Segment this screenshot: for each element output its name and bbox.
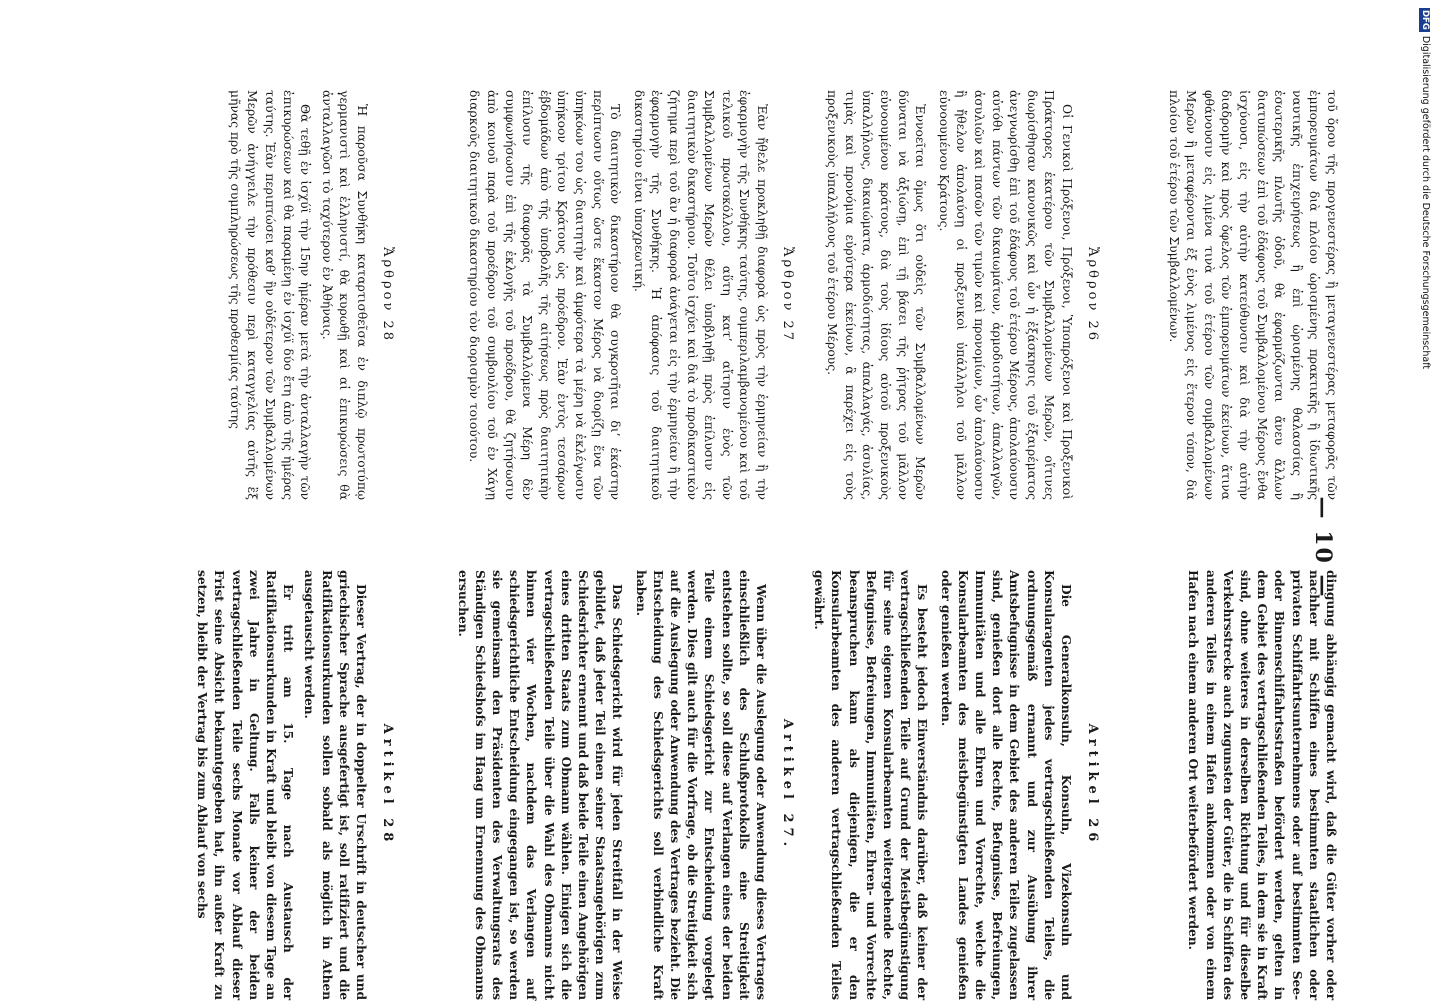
greek-article-26-paragraph-2: Ἐννοεῖται ὅμως ὅτι οὐδεὶς τῶν Συμβαλλομένων Μερῶν δύναται νὰ ἀξιώσῃ, ἐπὶ τῇ βάσει τῆς ῥήτρας τοῦ μᾶλλον εὐνοουμένου κράτους, διὰ τοὺς ἰδίους αὐτοῦ προξενικοὺς ὑπαλλήλους, δικαιώματα, ἁρμοδιότητας, ἀπαλλαγάς, ἀσυλίας, τιμὰς καὶ προνόμια εὐρύτερα ἐκείνων, ἃ παρέχει εἰς τοὺς προξενικοὺς ὑπαλλήλους τοῦ ἑτέρου Μέρους. [825,90,928,500]
german-article-28-title: Artikel 28 [380,723,395,847]
german-article-27-paragraph-2: Das Schiedsgericht wird für jeden Streitfall in der Weise gebildet, daß jeder Teil einen seiner Staatsangehörigen zum Schiedsrichter ernennt und daß beide Teile einen Angehörigen eines dritten Staats zum Obmann wählen. Einigen sich die vertragschließenden Teile über die Wahl des Obmanns nicht binnen vier Wochen, nachdem das Verlangen auf schiedsgerichtliche Entscheidung eingegangen ist, so werden sie gemeinsam den Präsidenten des Verwaltungsrats des Ständigen Schiedshofs im Haag um Ernennung des Obmanns ersuchen. [455,570,626,1000]
german-article-27-title: Artikel 27. [780,718,795,852]
greek-intro-block [1164,90,1340,500]
greek-article-28-title: Ἄρθρον 28 [380,246,395,344]
german-article-26-paragraph-1: Die Generalkonsuln, Konsuln, Vizekonsuln und Konsularagenten jedes vertragschließenden Teiles, die ordnungsgemäß ernannt und zur Ausübung ihrer Amtsbefugnisse in dem Gebiet des anderen Teiles zugelassen sind, genießen dort alle Rechte, Befugnisse, Befreiungen, Immunitäten und alle Ehren und Vorrechte, welche die Konsularbeamten des meistbegünstigten Landes genießen oder genießen werden. [938,570,1074,1000]
dfg-logo: DFG [1420,10,1430,30]
german-article-28-paragraph-2: Er tritt am 15. Tage nach Austausch der Ratifikationsurkunden in Kraft und bleibt von diesem Tage an zwei Jahre in Geltung. Falls keiner der beiden vertragschließenden Teile sechs Monate vor Ablauf dieser Frist seine Absicht bekanntgegeben hat, ihn außer Kraft zu setzen, bleibt der Vertrag bis zum Ablauf von sechs [195,570,297,1000]
german-column [100,570,1340,1000]
digitization-credit-text: Digitalisierung gefördert durch die Deutsche Forschungsgemeinschaft [1420,35,1431,370]
digitization-credit-strip [1418,8,1432,992]
german-intro-paragraph: dingung abhängig gemacht wird, daß die Güter vorher oder nachher mit Schiffen eines bestimmten staatlichen oder privaten Schiffahrtsunternehmens oder auf bestimmten See- oder Binnenschiffahrtsstraßen befördert werden, gelten in dem Gebiet des vertragschließenden Teiles, in dem sie in Kraft sind, ohne weiteres in derselben Richtung und für dieselbe Verkehrsstrecke auch zugunsten der Güter, die in Schiffen des anderen Teiles in einem Hafen ankommen oder von einem Hafen nach einem anderen Ort weiterbefördert werden. [1186,570,1339,1000]
greek-article-27 [465,90,795,500]
greek-article-26-title: Ἄρθρον 26 [1085,246,1100,344]
german-article-27-paragraph-1: Wenn über die Auslegung oder Anwendung dieses Vertrages einschließlich des Schlußprotokolls eine Streitigkeit entstehen sollte, so soll diese auf Verlangen eines der beiden Teile einem Schiedsgericht zur Entscheidung vorgelegt werden. Dies gilt auch für die Vorfrage, ob die Streitigkeit sich auf die Auslegung oder Anwendung des Vertrages bezieht. Die Entscheidung des Schiedsgerichts soll verbindliche Kraft haben. [633,570,769,1000]
greek-article-27-paragraph-1: Ἐὰν ἤθελε προκληθῇ διαφορὰ ὡς πρὸς τὴν ἑρμηνείαν ἢ τὴν ἐφαρμογὴν τῆς Συνθήκης ταύτης, συμπεριλαμβανομένου καὶ τοῦ τελικοῦ πρωτοκόλλου, αὕτη κατ’ αἴτησιν ἑνὸς τῶν Συμβαλλομένων Μερῶν θέλει ὑποβληθῇ πρὸς ἐπίλυσιν εἰς διαιτητικὸν δικαστήριον. Τοῦτο ἰσχύει καὶ διὰ τὸ προδικαστικὸν ζήτημα περὶ τοῦ ἂν ἡ διαφορὰ ἀνάγεται εἰς τὴν ἑρμηνείαν ἢ τὴν ἐφαρμογὴν τῆς Συνθήκης. Ἡ ἀπόφασις τοῦ διαιτητικοῦ δικαστηρίου εἶναι ὑποχρεωτική. [631,90,769,500]
greek-article-28-paragraph-2: Θὰ τεθῇ ἐν ἰσχύϊ τὴν 15ην ἡμέραν μετὰ τὴν ἀνταλλαγὴν τῶν ἐπικυρώσεων καὶ θὰ παραμένῃ ἐν ἰσχύϊ δύο ἔτη ἀπὸ τῆς ἡμέρας ταύτης. Ἐὰν περιπτώσει καθ’ ἣν οὐδέτερον τῶν Συμβαλλομένων Μερῶν ἀνήγγειλε τὴν πρόθεσιν περὶ καταγγελίας αὐτῆς ἓξ μῆνας πρὸ τῆς συμπληρώσεως τῆς προθεσμίας ταύτης [227,90,313,500]
greek-article-26 [823,90,1100,500]
german-article-28 [194,570,395,1000]
greek-intro-paragraph: τοῦ ὅρου τῆς προγενεστέρας ἢ μεταγενεστέρας μεταφορᾶς τῶν ἐμπορευμάτων διὰ πλοίου ὡρισμένης πρακτικῆς ἢ ἰδιωτικῆς ναυτικῆς ἐπιχειρήσεως ἢ ἐπὶ ὡρισμένης θαλασσίας ἢ ἐσωτερικῆς πλωτῆς ὁδοῦ, θὰ ἐφαρμόζωνται ἄνευ ἄλλων διατυπώσεων ἐπὶ τοῦ ἐδάφους τοῦ Συμβαλλομένου Μέρους ἔνθα ἰσχύουσι, εἰς τὴν αὐτὴν κατεύθυνσιν καὶ διὰ τὴν αὐτὴν διαδρομὴν καὶ πρὸς ὄφελος τῶν ἐμπορευμάτων ἐκείνων, ἅτινα φθάνουσιν εἰς λιμένα τινὰ τοῦ ἑτέρου τῶν συμβαλλομένων Μερῶν ἢ μεταφέρονται ἐξ ἑνὸς λιμένος εἰς ἕτερον τόπον, διὰ πλοίου τοῦ ἑτέρου τῶν Συμβαλλομένων. [1166,90,1339,500]
digitization-credit [1418,8,1432,992]
greek-article-27-title: Ἄρθρον 27 [780,246,795,344]
greek-article-27-paragraph-2: Τὸ διαιτητικὸν δικαστήριον θὰ συγκροτῆται δι’ ἑκάστην περίπτωσιν οὕτως ὥστε ἕκαστον Μέρος νὰ διορίζῃ ἕνα τῶν ὑπηκόων του ὡς διαιτητὴν καὶ ἀμφότερα τὰ μέρη νὰ ἐκλέγωσιν ὑπήκοον τρίτου Κράτους ὡς πρόεδρον. Ἐὰν ἐντὸς τεσσάρων ἑβδομάδων ἀπὸ τῆς ὑποβολῆς τῆς αἰτήσεως πρὸς διαιτητικὴν ἐπίλυσιν τῆς διαφορᾶς τὰ Συμβαλλόμενα Μέρη δὲν συμφωνήσωσιν ἐπὶ τῆς ἐκλογῆς τοῦ προέδρου, θὰ ζητήσωσιν ἀπὸ κοινοῦ παρὰ τοῦ προέδρου τοῦ συμβουλίου τοῦ ἐν Χάγῃ διαρκοῦς διαιτητικοῦ δικαστηρίου τὸν διορισμὸν τοιούτου. [467,90,623,500]
german-article-28-paragraph-1: Dieser Vertrag, der in doppelter Urschrift in deutscher und griechischer Sprache ausgefertigt ist, soll ratifiziert und die Ratifikationsurkunden sollen sobald als möglich in Athen ausgetauscht werden. [302,570,369,1000]
german-article-26-title: Artikel 26 [1085,723,1100,847]
german-intro-block [1185,570,1340,1000]
greek-article-26-paragraph-1: Οἱ Γενικοὶ Πρόξενοι, Πρόξενοι, Ὑποπρόξενοι καὶ Προξενικοὶ Πράκτορες ἑκατέρου τῶν Συμβαλλομένων Μερῶν, οἵτινες διωρίσθησαν κανονικῶς καὶ ὧν ἡ ἐξάσκησις τοῦ ἐξαιρέματος ἀνεγνωρίσθη ἐπὶ τοῦ ἐδάφους τοῦ ἑτέρου Μέρους, ἀπολαύουσιν αὐτόθι πάντων τῶν δικαιωμάτων, ἁρμοδιοτήτων, ἀπαλλαγῶν, ἀσυλιῶν καὶ πασῶν τῶν τιμῶν καὶ προνομίων, ὧν ἀπολαύουσιν ἢ ἤθελον ἀπολαύσῃ οἱ προξενικοὶ ὑπάλληλοι τοῦ μᾶλλον εὐνοουμένου Κράτους. [936,90,1074,500]
greek-article-28-paragraph-1: Ἡ παροῦσα Συνθήκη καταρτισθεῖσα ἐν διπλῷ πρωτοτύπῳ γερμανιστὶ καὶ ἑλληνιστί, θὰ κυρωθῇ καὶ αἱ ἐπικυρώσεις θὰ ἀνταλλαγῶσι τὸ ταχύτερον ἐν Ἀθήναις. [319,90,369,500]
german-article-26-paragraph-2: Es besteht jedoch Einverständnis darüber, daß keiner der vertragschließenden Teile auf Grund der Meistbegünstigung für seine eigenen Konsularbeamten weitergehende Rechte, Befugnisse, Befreiungen, Immunitäten, Ehren- und Vorrechte beanspruchen kann als diejenigen, die er den Konsularbeamten des anderen vertragschließenden Teiles gewährt. [812,570,931,1000]
rotated-page-content [100,90,1340,1005]
german-article-26 [811,570,1100,1000]
german-article-27 [454,570,795,1000]
greek-article-28 [225,90,395,500]
page-number: — 10 — [1310,496,1336,599]
greek-column [100,90,1340,500]
